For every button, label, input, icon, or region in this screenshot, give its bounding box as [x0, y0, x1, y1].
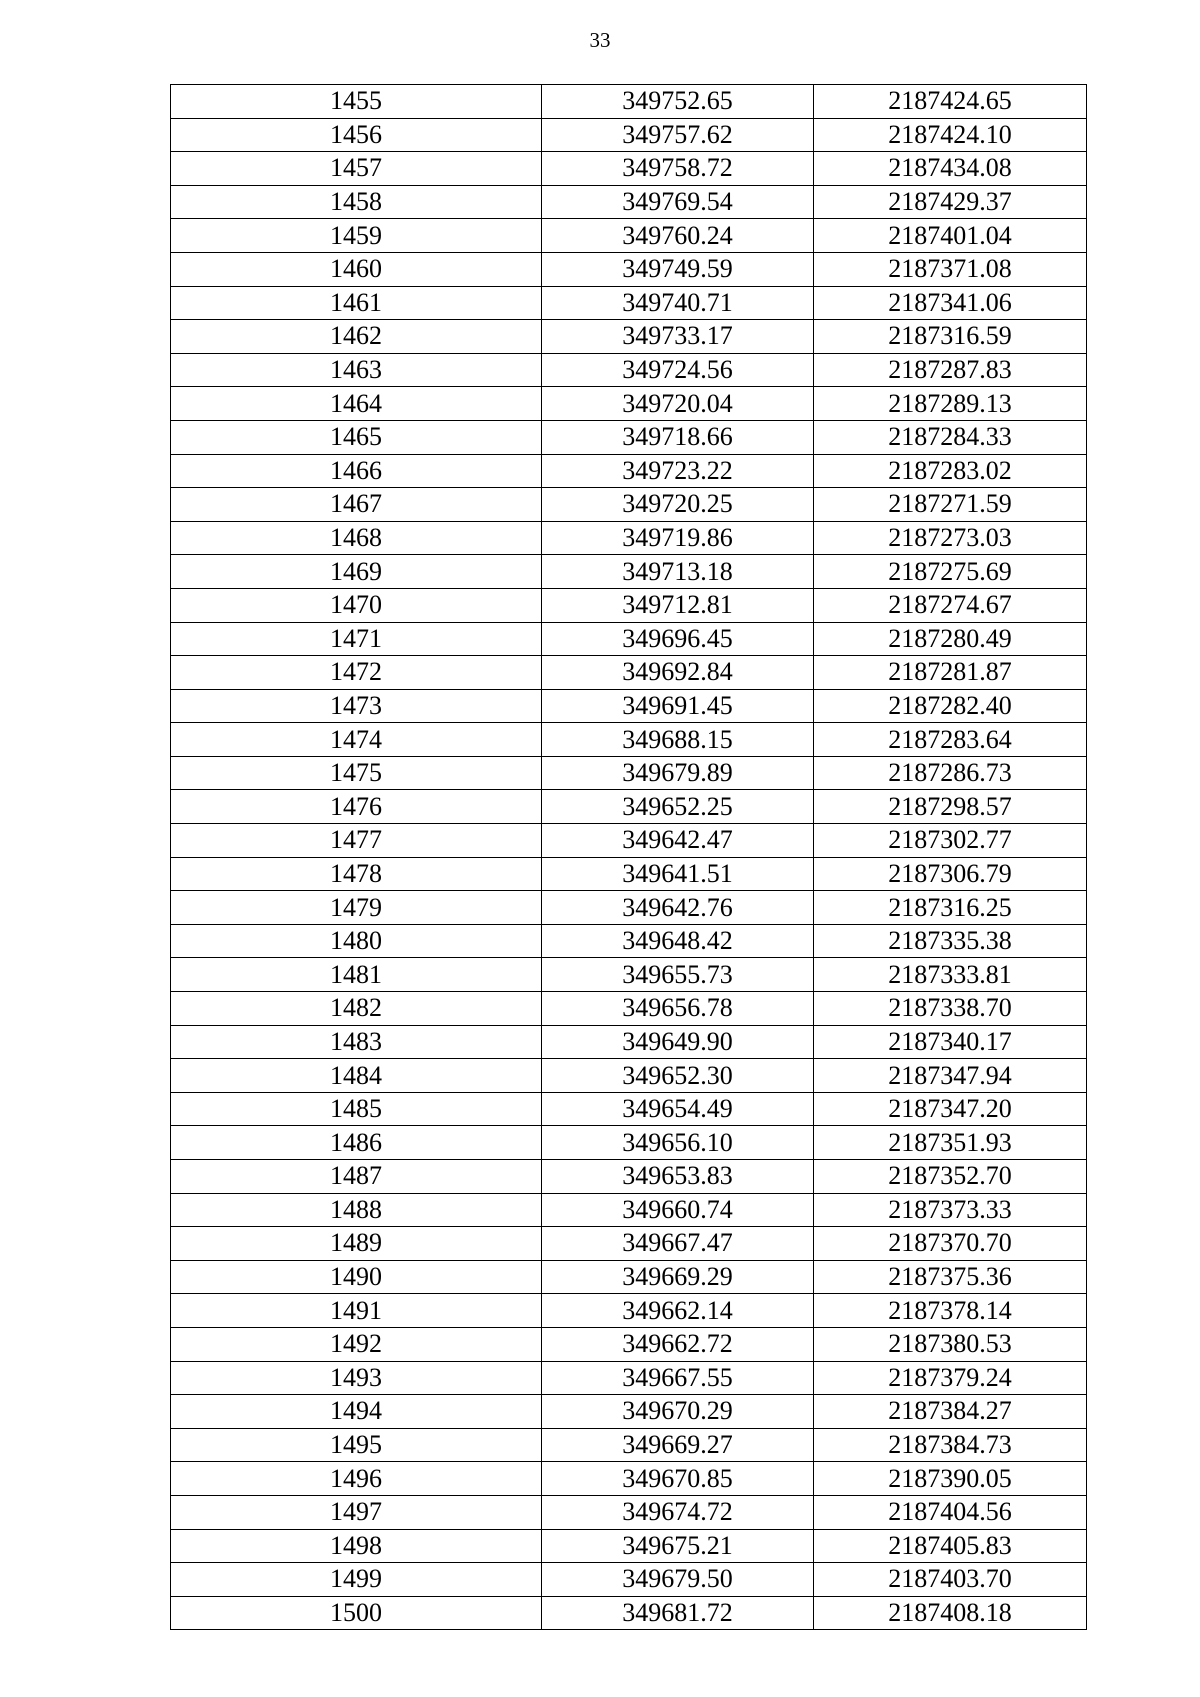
- point-number-cell: 1455: [171, 85, 542, 119]
- y-coordinate-cell: 2187341.06: [814, 286, 1087, 320]
- y-coordinate-cell: 2187352.70: [814, 1160, 1087, 1194]
- y-coordinate-cell: 2187283.64: [814, 723, 1087, 757]
- point-number-cell: 1496: [171, 1462, 542, 1496]
- page-number: 33: [589, 28, 611, 52]
- x-coordinate-cell: 349653.83: [542, 1160, 814, 1194]
- point-number-cell: 1481: [171, 958, 542, 992]
- table-row: [171, 454, 1087, 488]
- y-coordinate-cell: 2187275.69: [814, 555, 1087, 589]
- table-row: [171, 85, 1087, 119]
- y-coordinate-cell: 2187401.04: [814, 219, 1087, 253]
- table-row: [171, 219, 1087, 253]
- x-coordinate-cell: 349654.49: [542, 1092, 814, 1126]
- point-number-cell: 1489: [171, 1227, 542, 1261]
- y-coordinate-cell: 2187434.08: [814, 152, 1087, 186]
- x-coordinate-cell: 349712.81: [542, 588, 814, 622]
- point-number-cell: 1497: [171, 1495, 542, 1529]
- table-row: [171, 622, 1087, 656]
- table-row: [171, 1227, 1087, 1261]
- table-row: [171, 252, 1087, 286]
- y-coordinate-cell: 2187404.56: [814, 1495, 1087, 1529]
- x-coordinate-cell: 349679.50: [542, 1563, 814, 1597]
- y-coordinate-cell: 2187429.37: [814, 185, 1087, 219]
- y-coordinate-cell: 2187370.70: [814, 1227, 1087, 1261]
- y-coordinate-cell: 2187384.27: [814, 1395, 1087, 1429]
- point-number-cell: 1495: [171, 1428, 542, 1462]
- y-coordinate-cell: 2187281.87: [814, 656, 1087, 690]
- point-number-cell: 1463: [171, 353, 542, 387]
- x-coordinate-cell: 349660.74: [542, 1193, 814, 1227]
- x-coordinate-cell: 349642.47: [542, 824, 814, 858]
- y-coordinate-cell: 2187333.81: [814, 958, 1087, 992]
- x-coordinate-cell: 349670.29: [542, 1395, 814, 1429]
- x-coordinate-cell: 349669.27: [542, 1428, 814, 1462]
- point-number-cell: 1492: [171, 1327, 542, 1361]
- table-row: [171, 521, 1087, 555]
- point-number-cell: 1470: [171, 588, 542, 622]
- y-coordinate-cell: 2187286.73: [814, 756, 1087, 790]
- table-row: [171, 1462, 1087, 1496]
- point-number-cell: 1484: [171, 1059, 542, 1093]
- y-coordinate-cell: 2187384.73: [814, 1428, 1087, 1462]
- x-coordinate-cell: 349652.25: [542, 790, 814, 824]
- x-coordinate-cell: 349670.85: [542, 1462, 814, 1496]
- table-row: [171, 1092, 1087, 1126]
- point-number-cell: 1458: [171, 185, 542, 219]
- table-row: [171, 723, 1087, 757]
- y-coordinate-cell: 2187340.17: [814, 1025, 1087, 1059]
- x-coordinate-cell: 349720.04: [542, 387, 814, 421]
- x-coordinate-cell: 349667.47: [542, 1227, 814, 1261]
- x-coordinate-cell: 349667.55: [542, 1361, 814, 1395]
- point-number-cell: 1464: [171, 387, 542, 421]
- x-coordinate-cell: 349662.14: [542, 1294, 814, 1328]
- x-coordinate-cell: 349749.59: [542, 252, 814, 286]
- coordinates-table-body: [171, 85, 1087, 1630]
- table-row: [171, 118, 1087, 152]
- x-coordinate-cell: 349758.72: [542, 152, 814, 186]
- x-coordinate-cell: 349681.72: [542, 1596, 814, 1630]
- x-coordinate-cell: 349641.51: [542, 857, 814, 891]
- point-number-cell: 1457: [171, 152, 542, 186]
- x-coordinate-cell: 349655.73: [542, 958, 814, 992]
- point-number-cell: 1465: [171, 420, 542, 454]
- x-coordinate-cell: 349733.17: [542, 320, 814, 354]
- point-number-cell: 1459: [171, 219, 542, 253]
- x-coordinate-cell: 349696.45: [542, 622, 814, 656]
- y-coordinate-cell: 2187405.83: [814, 1529, 1087, 1563]
- point-number-cell: 1488: [171, 1193, 542, 1227]
- point-number-cell: 1485: [171, 1092, 542, 1126]
- table-row: [171, 1563, 1087, 1597]
- table-row: [171, 588, 1087, 622]
- table-row: [171, 1428, 1087, 1462]
- table-row: [171, 185, 1087, 219]
- point-number-cell: 1467: [171, 488, 542, 522]
- y-coordinate-cell: 2187283.02: [814, 454, 1087, 488]
- x-coordinate-cell: 349723.22: [542, 454, 814, 488]
- y-coordinate-cell: 2187373.33: [814, 1193, 1087, 1227]
- x-coordinate-cell: 349688.15: [542, 723, 814, 757]
- y-coordinate-cell: 2187403.70: [814, 1563, 1087, 1597]
- y-coordinate-cell: 2187289.13: [814, 387, 1087, 421]
- x-coordinate-cell: 349674.72: [542, 1495, 814, 1529]
- point-number-cell: 1466: [171, 454, 542, 488]
- x-coordinate-cell: 349675.21: [542, 1529, 814, 1563]
- table-row: [171, 824, 1087, 858]
- x-coordinate-cell: 349713.18: [542, 555, 814, 589]
- y-coordinate-cell: 2187380.53: [814, 1327, 1087, 1361]
- y-coordinate-cell: 2187302.77: [814, 824, 1087, 858]
- x-coordinate-cell: 349757.62: [542, 118, 814, 152]
- y-coordinate-cell: 2187378.14: [814, 1294, 1087, 1328]
- point-number-cell: 1487: [171, 1160, 542, 1194]
- x-coordinate-cell: 349649.90: [542, 1025, 814, 1059]
- table-row: [171, 555, 1087, 589]
- point-number-cell: 1475: [171, 756, 542, 790]
- y-coordinate-cell: 2187338.70: [814, 992, 1087, 1026]
- point-number-cell: 1482: [171, 992, 542, 1026]
- point-number-cell: 1456: [171, 118, 542, 152]
- table-row: [171, 958, 1087, 992]
- point-number-cell: 1499: [171, 1563, 542, 1597]
- table-row: [171, 1059, 1087, 1093]
- point-number-cell: 1473: [171, 689, 542, 723]
- x-coordinate-cell: 349760.24: [542, 219, 814, 253]
- x-coordinate-cell: 349656.10: [542, 1126, 814, 1160]
- x-coordinate-cell: 349724.56: [542, 353, 814, 387]
- x-coordinate-cell: 349769.54: [542, 185, 814, 219]
- y-coordinate-cell: 2187408.18: [814, 1596, 1087, 1630]
- y-coordinate-cell: 2187282.40: [814, 689, 1087, 723]
- table-row: [171, 756, 1087, 790]
- table-row: [171, 1327, 1087, 1361]
- point-number-cell: 1462: [171, 320, 542, 354]
- table-row: [171, 924, 1087, 958]
- x-coordinate-cell: 349642.76: [542, 891, 814, 925]
- table-row: [171, 1126, 1087, 1160]
- table-row: [171, 1260, 1087, 1294]
- y-coordinate-cell: 2187335.38: [814, 924, 1087, 958]
- table-row: [171, 857, 1087, 891]
- point-number-cell: 1500: [171, 1596, 542, 1630]
- y-coordinate-cell: 2187424.10: [814, 118, 1087, 152]
- y-coordinate-cell: 2187371.08: [814, 252, 1087, 286]
- y-coordinate-cell: 2187347.20: [814, 1092, 1087, 1126]
- point-number-cell: 1491: [171, 1294, 542, 1328]
- x-coordinate-cell: 349719.86: [542, 521, 814, 555]
- table-row: [171, 689, 1087, 723]
- x-coordinate-cell: 349662.72: [542, 1327, 814, 1361]
- y-coordinate-cell: 2187274.67: [814, 588, 1087, 622]
- y-coordinate-cell: 2187424.65: [814, 85, 1087, 119]
- point-number-cell: 1468: [171, 521, 542, 555]
- y-coordinate-cell: 2187316.59: [814, 320, 1087, 354]
- table-row: [171, 387, 1087, 421]
- point-number-cell: 1478: [171, 857, 542, 891]
- x-coordinate-cell: 349752.65: [542, 85, 814, 119]
- point-number-cell: 1474: [171, 723, 542, 757]
- table-row: [171, 1160, 1087, 1194]
- table-row: [171, 1294, 1087, 1328]
- y-coordinate-cell: 2187379.24: [814, 1361, 1087, 1395]
- table-row: [171, 320, 1087, 354]
- x-coordinate-cell: 349740.71: [542, 286, 814, 320]
- point-number-cell: 1494: [171, 1395, 542, 1429]
- x-coordinate-cell: 349648.42: [542, 924, 814, 958]
- table-row: [171, 1193, 1087, 1227]
- y-coordinate-cell: 2187273.03: [814, 521, 1087, 555]
- y-coordinate-cell: 2187347.94: [814, 1059, 1087, 1093]
- table-row: [171, 488, 1087, 522]
- point-number-cell: 1483: [171, 1025, 542, 1059]
- point-number-cell: 1490: [171, 1260, 542, 1294]
- table-row: [171, 992, 1087, 1026]
- x-coordinate-cell: 349692.84: [542, 656, 814, 690]
- y-coordinate-cell: 2187351.93: [814, 1126, 1087, 1160]
- table-row: [171, 891, 1087, 925]
- x-coordinate-cell: 349679.89: [542, 756, 814, 790]
- table-row: [171, 1596, 1087, 1630]
- point-number-cell: 1471: [171, 622, 542, 656]
- point-number-cell: 1480: [171, 924, 542, 958]
- table-row: [171, 1529, 1087, 1563]
- point-number-cell: 1469: [171, 555, 542, 589]
- point-number-cell: 1472: [171, 656, 542, 690]
- table-row: [171, 353, 1087, 387]
- x-coordinate-cell: 349691.45: [542, 689, 814, 723]
- y-coordinate-cell: 2187287.83: [814, 353, 1087, 387]
- table-row: [171, 1361, 1087, 1395]
- table-row: [171, 1025, 1087, 1059]
- point-number-cell: 1460: [171, 252, 542, 286]
- y-coordinate-cell: 2187280.49: [814, 622, 1087, 656]
- x-coordinate-cell: 349669.29: [542, 1260, 814, 1294]
- y-coordinate-cell: 2187375.36: [814, 1260, 1087, 1294]
- y-coordinate-cell: 2187298.57: [814, 790, 1087, 824]
- table-row: [171, 152, 1087, 186]
- table-row: [171, 790, 1087, 824]
- x-coordinate-cell: 349656.78: [542, 992, 814, 1026]
- point-number-cell: 1493: [171, 1361, 542, 1395]
- point-number-cell: 1461: [171, 286, 542, 320]
- point-number-cell: 1476: [171, 790, 542, 824]
- y-coordinate-cell: 2187306.79: [814, 857, 1087, 891]
- table-row: [171, 1395, 1087, 1429]
- table-row: [171, 286, 1087, 320]
- table-row: [171, 656, 1087, 690]
- y-coordinate-cell: 2187284.33: [814, 420, 1087, 454]
- y-coordinate-cell: 2187316.25: [814, 891, 1087, 925]
- point-number-cell: 1479: [171, 891, 542, 925]
- x-coordinate-cell: 349652.30: [542, 1059, 814, 1093]
- coordinates-table: [170, 84, 1087, 1630]
- point-number-cell: 1477: [171, 824, 542, 858]
- point-number-cell: 1486: [171, 1126, 542, 1160]
- table-row: [171, 1495, 1087, 1529]
- x-coordinate-cell: 349720.25: [542, 488, 814, 522]
- y-coordinate-cell: 2187390.05: [814, 1462, 1087, 1496]
- table-row: [171, 420, 1087, 454]
- x-coordinate-cell: 349718.66: [542, 420, 814, 454]
- y-coordinate-cell: 2187271.59: [814, 488, 1087, 522]
- point-number-cell: 1498: [171, 1529, 542, 1563]
